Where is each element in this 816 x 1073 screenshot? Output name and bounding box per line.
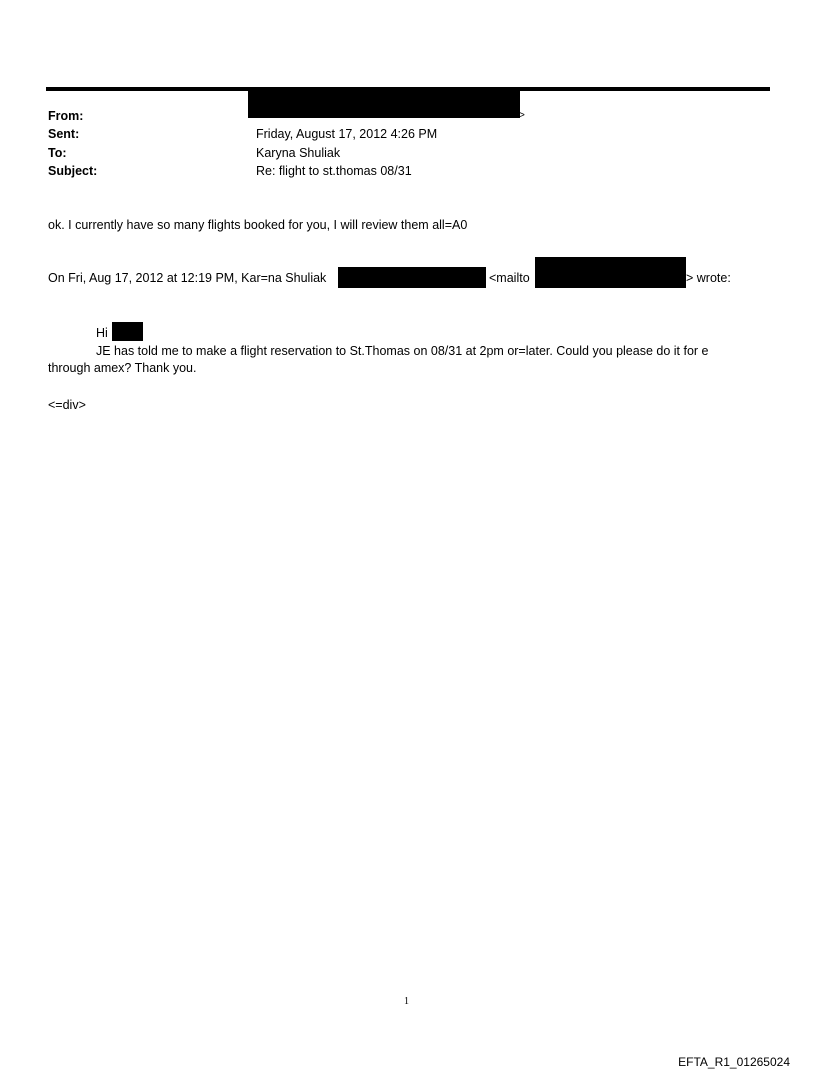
div-tag-text: <=div> xyxy=(48,398,86,412)
subject-label: Subject: xyxy=(48,164,98,178)
sent-label: Sent: xyxy=(48,127,80,141)
from-label: From: xyxy=(48,109,84,123)
page-number: 1 xyxy=(404,996,409,1007)
quote-header-mailto: <mailto xyxy=(489,271,530,285)
reply-text: ok. I currently have so many flights booked for you, I will review them all=A0 xyxy=(48,218,468,232)
subject-value: Re: flight to st.thomas 08/31 xyxy=(256,164,412,178)
to-label: To: xyxy=(48,146,67,160)
document-id: EFTA_R1_01265024 xyxy=(678,1055,790,1069)
greeting-text: Hi xyxy=(96,326,108,340)
quote-line-2: through amex? Thank you. xyxy=(48,361,197,375)
sent-value: Friday, August 17, 2012 4:26 PM xyxy=(256,127,438,141)
quote-line-1: JE has told me to make a flight reservation to St.Thomas on 08/31 at 2pm or=later. Could you please do it for e xyxy=(96,344,709,358)
to-value: Karyna Shuliak xyxy=(256,146,341,160)
mailto-redaction xyxy=(535,257,686,288)
quote-header-end: > wrote: xyxy=(686,271,731,285)
from-value-tail: > xyxy=(519,110,525,121)
from-redaction xyxy=(248,89,520,118)
sender-email-redaction xyxy=(338,267,486,288)
quote-header-start: On Fri, Aug 17, 2012 at 12:19 PM, Kar=na Shuliak xyxy=(48,271,327,285)
name-redaction xyxy=(112,322,143,341)
